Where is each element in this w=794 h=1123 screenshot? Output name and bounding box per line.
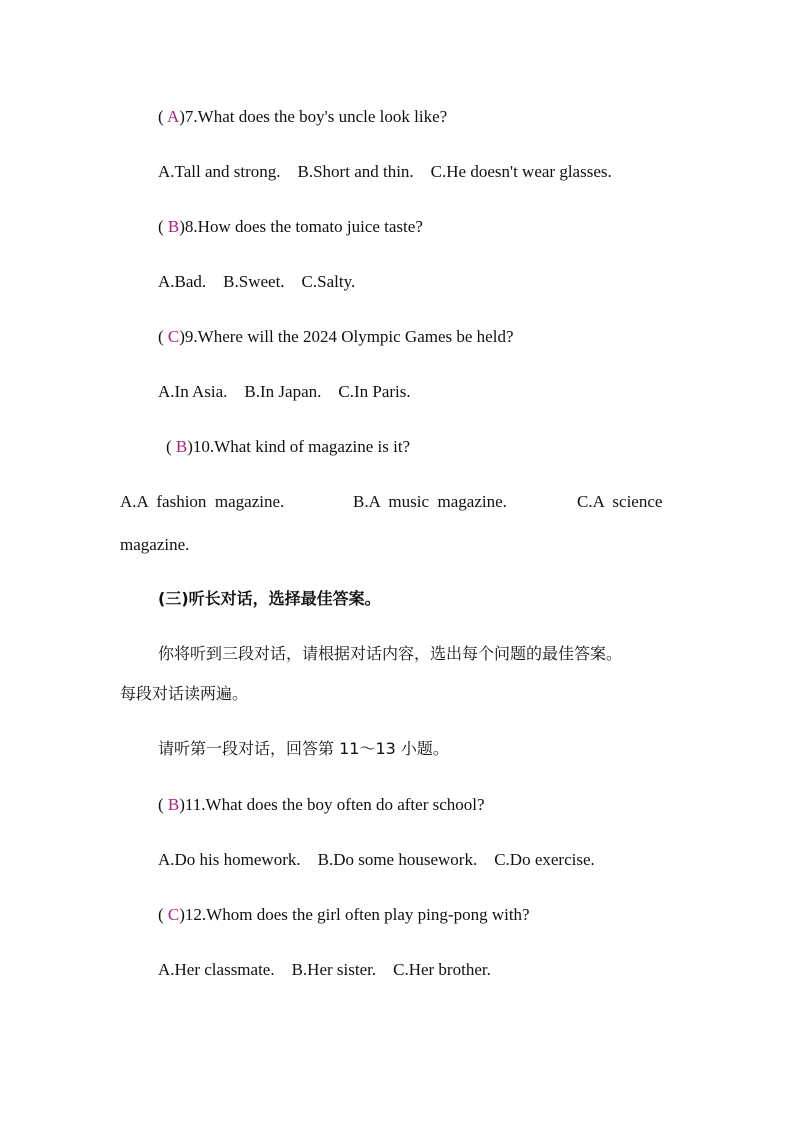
paren-open: ( (158, 107, 167, 126)
answer-8: B (167, 217, 180, 236)
question-12 (158, 905, 530, 925)
options-7: A.Tall and strong. B.Short and thin. C.He doesn't wear glasses. (158, 162, 612, 181)
question-11 (158, 795, 485, 815)
paren-open: ( (158, 795, 168, 814)
question-11-text: )11.What does the boy often do after school? (179, 795, 485, 814)
paren-open: ( (158, 217, 168, 236)
question-7-text: )7.What does the boy's uncle look like? (179, 107, 448, 126)
option-10-c-continued: magazine. (120, 535, 190, 554)
section-3-instruction-line-2: 每段对话读两遍。 (120, 684, 249, 703)
section-3-instruction-line-1: 你将听到三段对话，请根据对话内容，选出每个问题的最佳答案。 (158, 644, 623, 663)
answer-10: B (175, 437, 188, 456)
paren-open: ( (158, 905, 168, 924)
question-8-text: )8.How does the tomato juice taste? (179, 217, 423, 236)
options-12: A.Her classmate. B.Her sister. C.Her brother. (158, 960, 491, 979)
options-9: A.In Asia. B.In Japan. C.In Paris. (158, 382, 411, 401)
option-10-a: A.A fashion magazine. (120, 492, 285, 511)
question-12-text: )12.Whom does the girl often play ping-pong with? (179, 905, 530, 924)
options-8: A.Bad. B.Sweet. C.Salty. (158, 272, 356, 291)
paren-open: ( (166, 437, 176, 456)
question-10 (166, 437, 410, 457)
question-9 (158, 327, 514, 347)
options-11: A.Do his homework. B.Do some housework. C.Do exercise. (158, 850, 595, 869)
option-10-b: B.A music magazine. (353, 492, 507, 511)
section-3-heading: (三)听长对话，选择最佳答案。 (158, 589, 381, 608)
question-9-text: )9.Where will the 2024 Olympic Games be held? (179, 327, 514, 346)
answer-12: C (167, 905, 180, 924)
answer-11: B (167, 795, 180, 814)
question-7 (158, 107, 447, 127)
paren-open: ( (158, 327, 168, 346)
option-10-c: C.A science (577, 492, 663, 511)
question-8 (158, 217, 423, 237)
dialog-1-prompt: 请听第一段对话，回答第 11～13 小题。 (158, 739, 449, 758)
answer-7: A (166, 107, 180, 126)
answer-9: C (167, 327, 180, 346)
question-10-text: )10.What kind of magazine is it? (187, 437, 411, 456)
